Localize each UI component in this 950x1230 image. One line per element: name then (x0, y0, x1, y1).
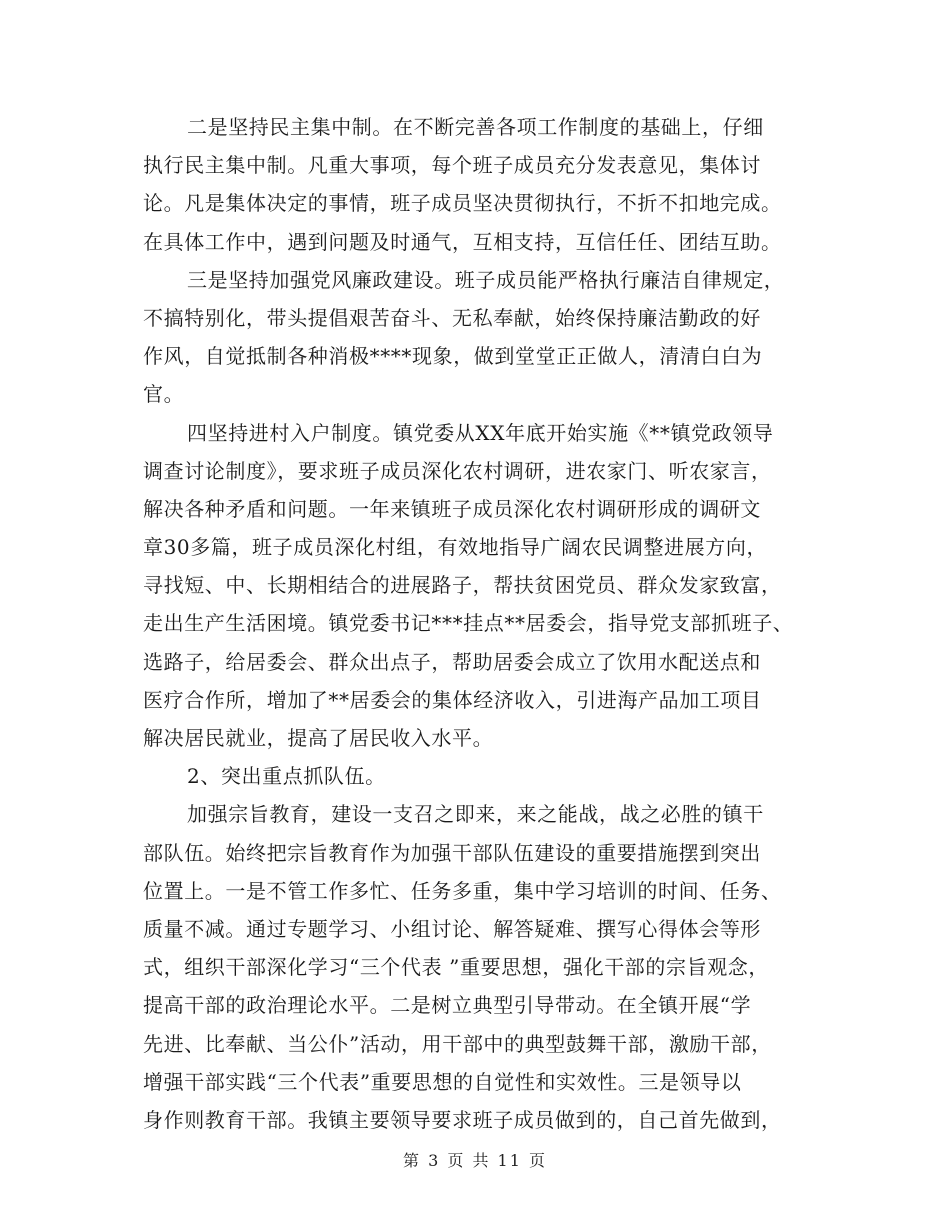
paragraph-line: 在具体工作中，遇到问题及时通气，互相支持，互信任任、团结互助。 (143, 229, 782, 254)
paragraph-line: 加强宗旨教育，建设一支召之即来，来之能战，战之必胜的镇干 (187, 802, 764, 827)
paragraph-line: 质量不减。通过专题学习、小组讨论、解答疑难、撰写心得体会等形 (143, 916, 761, 941)
paragraph-line: 三是坚持加强党风廉政建设。班子成员能严格执行廉洁自律规定， (187, 267, 785, 292)
paragraph-line: 执行民主集中制。凡重大事项，每个班子成员充分发表意见，集体讨 (143, 153, 761, 178)
paragraph-line: 提高干部的政治理论水平。二是树立典型引导带动。在全镇开展“学 (143, 993, 752, 1018)
paragraph-line: 官。 (143, 382, 185, 407)
document-body (143, 108, 823, 1139)
paragraph-line: 章30多篇，班子成员深化村组，有效地指导广阔农民调整进展方向， (143, 535, 768, 560)
paragraph-line: 调查讨论制度》，要求班子成员深化农村调研，进农家门、听农家言， (143, 458, 772, 483)
page-number-footer: 第 3 页 共 11 页 (403, 1151, 547, 1170)
paragraph-line: 解决居民就业，提高了居民收入水平。 (143, 726, 494, 750)
paragraph-line: 医疗合作所，增加了**居委会的集体经济收入，引进海产品加工项目 (143, 687, 762, 712)
paragraph-line: 身作则教育干部。我镇主要领导要求班子成员做到的，自己首先做到， (143, 1107, 782, 1132)
paragraph-line: 式，组织干部深化学习“三个代表 ”重要思想，强化干部的宗旨观念， (143, 955, 770, 980)
paragraph-line: 增强干部实践“三个代表”重要思想的自觉性和实效性。三是领导以 (143, 1069, 742, 1094)
section-heading: 2、突出重点抓队伍。 (187, 764, 386, 789)
paragraph-line: 寻找短、中、长期相结合的进展路子，帮扶贫困党员、群众发家致富， (143, 573, 782, 598)
paragraph-line: 作风，自觉抵制各种消极****现象，做到堂堂正正做人，清清白白为 (143, 344, 763, 369)
paragraph-line: 四坚持进村入户制度。镇党委从XX年底开始实施《**镇党政领导 (187, 420, 774, 445)
paragraph-line: 先进、比奉献、当公仆”活动，用干部中的典型鼓舞干部，激励干部， (143, 1031, 772, 1056)
paragraph-line: 不搞特别化，带头提倡艰苦奋斗、无私奉献，始终保持廉洁勤政的好 (143, 305, 761, 330)
paragraph-line: 走出生产生活困境。镇党委书记***挂点**居委会，指导党支部抓班子、 (143, 611, 794, 636)
paragraph-line: 选路子，给居委会、群众出点子，帮助居委会成立了饮用水配送点和 (143, 649, 761, 674)
paragraph-line: 位置上。一是不管工作多忙、任务多重，集中学习培训的时间、任务、 (143, 878, 782, 903)
paragraph-line: 解决各种矛盾和问题。一年来镇班子成员深化农村调研形成的调研文 (143, 496, 761, 521)
paragraph-line: 部队伍。始终把宗旨教育作为加强干部队伍建设的重要措施摆到突出 (143, 840, 761, 865)
paragraph-line: 论。凡是集体决定的事情，班子成员坚决贯彻执行，不折不扣地完成。 (143, 191, 782, 216)
paragraph-line: 二是坚持民主集中制。在不断完善各项工作制度的基础上，仔细 (187, 115, 764, 139)
